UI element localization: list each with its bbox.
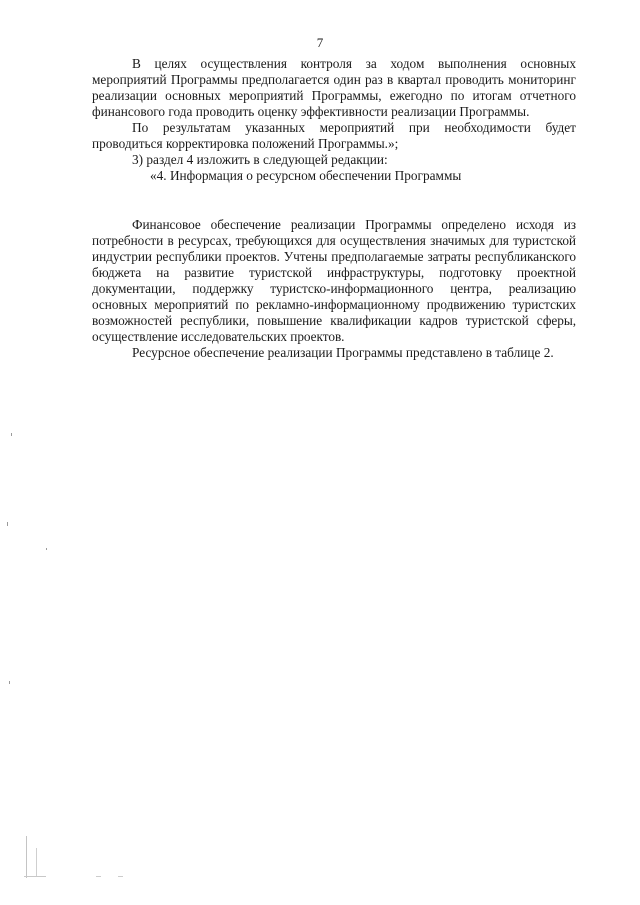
- paragraph-section-change: 3) раздел 4 изложить в следующей редакции:: [132, 152, 388, 167]
- scan-artifact: [36, 848, 37, 876]
- section-title: «4. Информация о ресурсном обеспечении Программы: [150, 168, 462, 183]
- scan-artifact: [118, 876, 123, 877]
- scan-artifact: [26, 836, 27, 878]
- paragraph-table-reference: Ресурсное обеспечение реализации Программы представлено в таблице 2.: [132, 345, 554, 360]
- page-number: 7: [316, 35, 324, 50]
- document-body: [92, 56, 576, 361]
- scan-artifact: [96, 876, 101, 877]
- scan-artifact: [46, 548, 47, 550]
- paragraph-correction: По результатам указанных мероприятий при необходимости будет проводиться корректировка положений Программы.»;: [92, 120, 576, 151]
- scan-artifact: [24, 876, 46, 877]
- paragraph-monitoring: В целях осуществления контроля за ходом выполнения основных мероприятий Программы предполагается один раз в квартал проводить мониторинг реализации основных мероприятий Программы, ежегодно по итогам отчетного финансового года проводить оценку эффективности реализации Программы.: [92, 56, 576, 119]
- scan-artifact: [11, 433, 12, 436]
- scan-artifact: [7, 522, 8, 526]
- paragraph-financing: Финансовое обеспечение реализации Программы определено исходя из потребности в ресурсах, требующихся для осуществления значимых для туристской индустрии республики проектов. Учтены предполагаемые затраты республиканского бюджета на развитие туристской инфраструктуры, подготовку проектной документации, поддержку туристско-информационного центра, реализацию основных мероприятий по рекламно-информационному продвижению туристских возможностей республики, повышение квалификации кадров туристской сферы, осуществление исследовательских проектов.: [92, 217, 576, 344]
- scan-artifact: [9, 681, 10, 684]
